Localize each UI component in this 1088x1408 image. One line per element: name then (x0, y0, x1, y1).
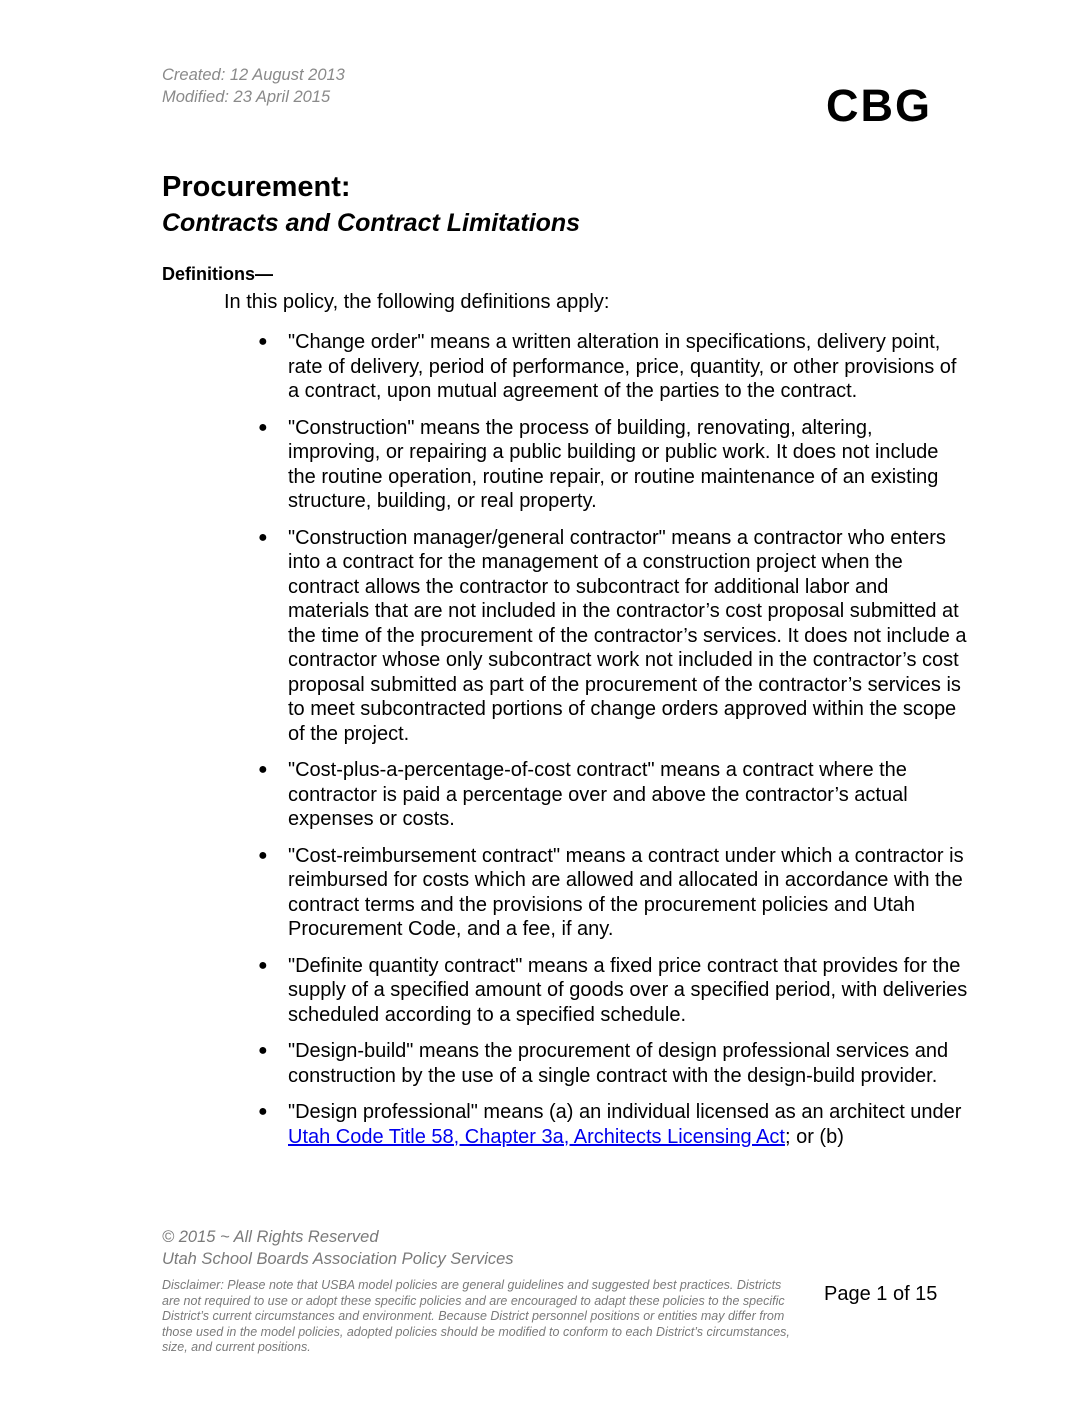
copyright-block (162, 1226, 514, 1270)
bullet-icon: ● (258, 956, 268, 974)
definition-item (256, 758, 968, 832)
definition-text-before-link: "Design professional" means (a) an individual licensed as an architect under (288, 1101, 962, 1123)
bullet-icon: ● (258, 333, 268, 350)
definition-item (256, 954, 968, 1028)
policy-code: CBG (826, 80, 932, 131)
definition-item (256, 330, 968, 404)
bullet-icon: ● (258, 846, 268, 864)
definition-item (256, 1100, 968, 1149)
organization-name: Utah School Boards Association Policy Services (162, 1250, 514, 1268)
document-dates (162, 64, 345, 108)
created-date: Created: 12 August 2013 (162, 66, 345, 84)
definition-text: "Design-build" means the procurement of design professional services and construction by the use of a single contract with the design-build provider. (288, 1040, 949, 1087)
bullet-icon: ● (258, 1103, 268, 1120)
definition-item (256, 416, 968, 514)
definition-text-after-link: ; or (b) (784, 1125, 844, 1148)
definition-text: "Cost-reimbursement contract" means a contract under which a contractor is reimbursed for costs which are allowed and allocated in accordance with the contract terms and the provisions of the procurement policies and Utah Procurement Code, and a fee, if any. (288, 844, 964, 940)
intro-text: In this policy, the following definitions apply: (224, 291, 610, 313)
page-title: Procurement: (162, 171, 351, 203)
modified-date: Modified: 23 April 2015 (162, 88, 331, 106)
definition-text: "Cost-plus-a-percentage-of-cost contract" means a contract where the contractor is paid a percentage over and above the contractor’s actual expenses or costs. (288, 759, 908, 830)
definition-text: "Construction" means the process of building, renovating, altering, improving, or repairing a public building or public work. It does not include the routine operation, routine repair, or routine maintenance of an existing structure, building, or real property. (288, 416, 939, 512)
page-subtitle: Contracts and Contract Limitations (162, 209, 581, 237)
bullet-icon: ● (258, 1042, 268, 1059)
definition-text: "Change order" means a written alteration in specifications, delivery point, rate of delivery, period of performance, price, quantity, or other provisions of a contract, upon mutual agreement of the parties to the contract. (288, 331, 957, 402)
definitions-list (256, 330, 968, 1161)
copyright-text: © 2015 ~ All Rights Reserved (162, 1228, 379, 1246)
definition-item (256, 526, 968, 747)
disclaimer-text: Disclaimer: Please note that USBA model policies are general guidelines and suggested best practices. Districts are not required to use or adopt these specific policies and are encouraged to adapt these policies to the specific District’s current circumstances and environment. Because District personnel positions or entities may differ from those used in the model policies, adopted policies should be modified to conform to each District’s circumstances, size, and current positions. (162, 1278, 790, 1354)
definition-item (256, 1039, 968, 1088)
bullet-icon: ● (258, 761, 268, 778)
architects-licensing-act-link[interactable]: Utah Code Title 58, Chapter 3a, Architects Licensing Act (288, 1125, 785, 1148)
section-heading: Definitions— (162, 264, 273, 284)
bullet-icon: ● (258, 528, 268, 546)
definition-text: "Construction manager/general contractor" means a contractor who enters into a contract for the management of a construction project when the contract allows the contractor to subcontract for additional labor and materials that are not included in the contractor’s cost proposal submitted at the time of the procurement of the contractor’s services. It does not include a contractor whose only subcontract work not included in the contractor’s cost proposal submitted as part of the procurement of the contractor’s services is to meet subcontracted portions of change orders approved within the scope of the project. (288, 526, 967, 745)
page-number: Page 1 of 15 (824, 1283, 938, 1305)
definition-text: "Definite quantity contract" means a fixed price contract that provides for the supply of a specified amount of goods over a specified period, with deliveries scheduled according to a specified schedule. (288, 954, 968, 1026)
definition-item (256, 844, 968, 942)
bullet-icon: ● (258, 418, 268, 436)
